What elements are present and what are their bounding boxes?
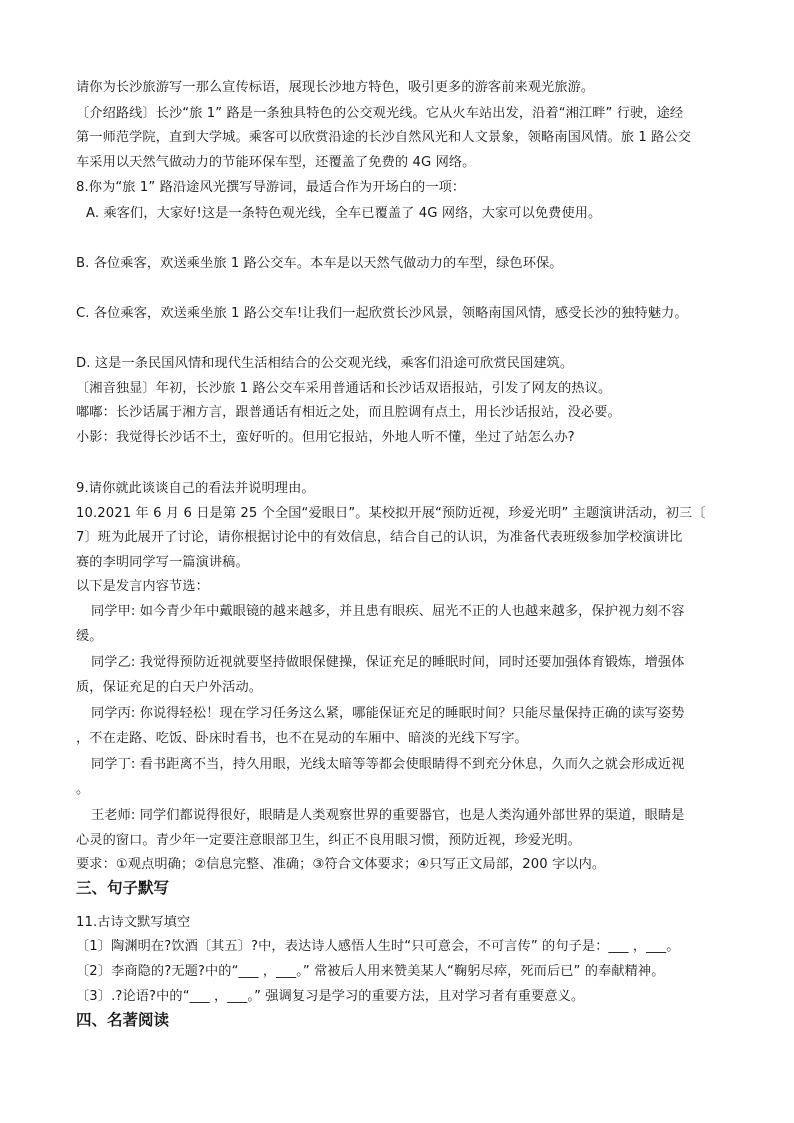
question-8: 8.你为“旅 1” 路沿途风光撰写导游词，最适合作为开场白的一项： bbox=[76, 180, 466, 195]
text-line: 王老师: 同学们都说得很好，眼睛是人类观察世界的重要器官，也是人类沟通外部世界的渠道，眼睛是 bbox=[91, 808, 685, 823]
text-line: 同学甲: 如今青少年中戴眼镜的越来越多，并且患有眼疾、屈光不正的人也越来越多，保护视力刻不容 bbox=[91, 604, 685, 619]
text-line: 车采用以天然气做动力的节能环保车型，还覆盖了免费的 4G 网络。 bbox=[76, 155, 476, 170]
text-line: 〔3〕.?论语?中的“___ ，___。” 强调复习是学习的重要方法，且对学习者有重要意义。 bbox=[76, 989, 585, 1004]
option-c: C. 各位乘客，欢送乘坐旅 1 路公交车!让我们一起欣赏长沙风景，领略南国风情，感受长沙的独特魅力。 bbox=[76, 306, 688, 321]
text-line: 〔1〕陶渊明在?饮酒〔其五〕?中，表达诗人感悟人生时“只可意会，不可言传” 的句子是：___ ，___。 bbox=[76, 939, 680, 954]
text-line: 同学丁: 看书距离不当，持久用眼，光线太暗等等都会使眼睛得不到充分休息，久而久之就会形成近视 bbox=[91, 757, 685, 772]
text-line: 。 bbox=[76, 782, 90, 797]
text-line: 第一师范学院，直到大学城。乘客可以欣赏沿途的长沙自然风光和人文景象，领略南国风情。旅 1 路公交 bbox=[76, 130, 692, 145]
text-line: 〔2〕李商隐的?无题?中的“___ ，___。” 常被后人用来赞美某人“鞠躬尽瘁，死而后已” 的奉献精神。 bbox=[76, 964, 665, 979]
text-line: 心灵的窗口。青少年一定要注意眼部卫生，纠正不良用眼习惯，预防近视，珍爱光明。 bbox=[76, 833, 581, 848]
text-line: 〔湘音独显〕年初，长沙旅 1 路公交车采用普通话和长沙话双语报站，引发了网友的热议。 bbox=[76, 381, 612, 396]
option-d: D. 这是一条民国风情和现代生活相结合的公交观光线，乘客们沿途可欣赏民国建筑。 bbox=[76, 356, 574, 371]
text-line: 同学乙: 我觉得预防近视就要坚持做眼保健操，保证充足的睡眠时间，同时还要加强体育锻炼，增强体 bbox=[91, 655, 685, 670]
text-line: 以下是发言内容节选： bbox=[76, 579, 209, 594]
section-heading-3: 三、句子默写 bbox=[76, 879, 170, 897]
text-line: ，不在走路、吃饭、卧床时看书，也不在晃动的车厢中、暗淡的光线下写字。 bbox=[76, 731, 528, 746]
text-line: 请你为长沙旅游写一那么宣传标语，展现长沙地方特色，吸引更多的游客前来观光旅游。 bbox=[76, 80, 595, 95]
text-line: 7〕班为此展开了讨论，请你根据讨论中的有效信息，结合自己的认识，为准备代表班级参加学校演讲比 bbox=[76, 530, 683, 545]
text-line: 小影：我觉得长沙话不土，蛮好听的。但用它报站，外地人听不懂，坐过了站怎么办? bbox=[76, 430, 575, 445]
text-line: 同学丙: 你说得轻松！现在学习任务这么紧，哪能保证充足的睡眠时间？只能尽量保持正确的读写姿势 bbox=[91, 706, 685, 721]
text-line: 缓。 bbox=[76, 629, 103, 644]
text-line: 〔介绍路线〕长沙“旅 1” 路是一条独具特色的公交观光线。它从火车站出发，沿着“湘江畔” 行驶，途经 bbox=[76, 106, 684, 121]
option-b: B. 各位乘客，欢送乘坐旅 1 路公交车。本车是以天然气做动力的车型，绿色环保。 bbox=[76, 256, 563, 271]
question-9: 9.请你就此谈谈自己的看法并说明理由。 bbox=[76, 481, 315, 496]
question-10: 10.2021 年 6 月 6 日是第 25 个全国“爱眼日”。某校拟开展“预防近视，珍爱光明” 主题演讲活动，初三〔 bbox=[76, 506, 706, 521]
question-11: 11.古诗文默写填空 bbox=[76, 915, 191, 930]
text-line: 质，保证充足的白天户外活动。 bbox=[76, 680, 263, 695]
option-a: A. 乘客们，大家好!这是一条特色观光线，全车已覆盖了 4G 网络，大家可以免费使用。 bbox=[86, 206, 602, 221]
text-line: 赛的李明同学写一篇演讲稿。 bbox=[76, 555, 249, 570]
text-line: 嘟嘟：长沙话属于湘方言，跟普通话有相近之处，而且腔调有点土，用长沙话报站，没必要。 bbox=[76, 405, 621, 420]
requirements: 要求：①观点明确；②信息完整、准确；③符合文体要求；④只写正文局部，200 字以内。 bbox=[76, 857, 606, 872]
section-heading-4: 四、名著阅读 bbox=[76, 1011, 170, 1029]
